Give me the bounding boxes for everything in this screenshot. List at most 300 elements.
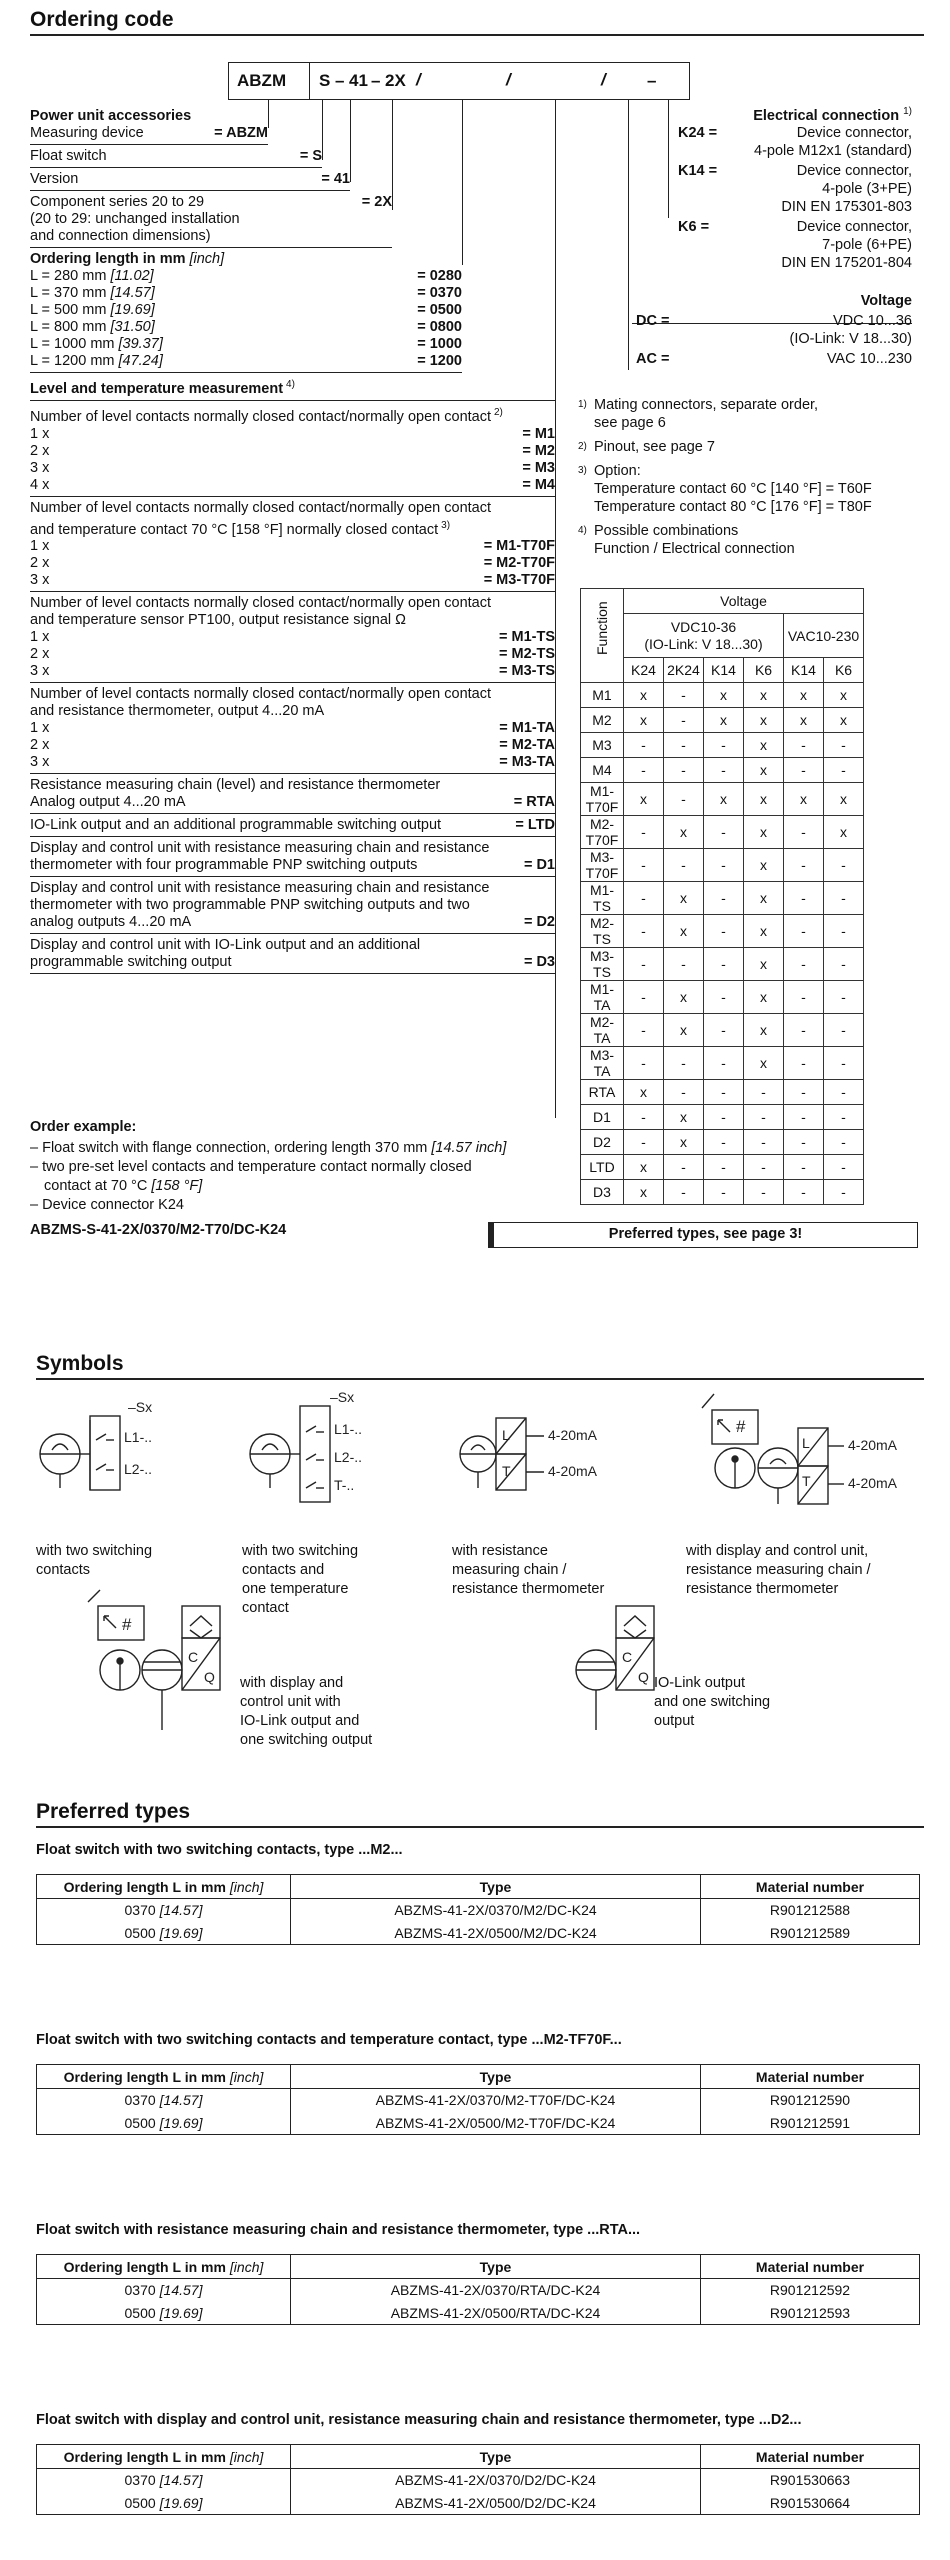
header-type: Type (291, 2255, 701, 2279)
ordering-row-label (30, 686, 491, 703)
code-dash1: – (335, 71, 345, 90)
ordering-row-text: Number of level contacts normally closed contact/normally open contact (30, 499, 491, 516)
ordering-row (30, 857, 555, 874)
matrix-cell: - (664, 708, 704, 733)
matrix-col-header: K14 (784, 658, 824, 683)
matrix-cell: - (784, 733, 824, 758)
ordering-row (30, 353, 462, 370)
matrix-cell: - (664, 1047, 704, 1080)
matrix-cell: - (664, 1155, 704, 1180)
ordering-row-code: = 0500 (417, 302, 462, 318)
ordering-row (30, 285, 462, 302)
matrix-cell: - (744, 1155, 784, 1180)
matrix-cell: x (744, 1047, 784, 1080)
ordering-row-code: = 1200 (417, 353, 462, 369)
matrix-cell: - (704, 733, 744, 758)
matrix-row-label: M2-TS (581, 915, 624, 948)
header-length (37, 2065, 291, 2089)
ordering-row-inch: [19.69] (110, 302, 155, 318)
ordering-row-text: 1 x (30, 720, 50, 737)
ordering-row-code: = M3-TS (499, 663, 555, 680)
ordering-sections (30, 105, 555, 974)
header-length-inch: [inch] (229, 2068, 264, 2085)
length-mm: 0500 (124, 1924, 156, 1941)
matrix-cell: x (704, 783, 744, 816)
ordering-section (30, 145, 322, 168)
ordering-row-label (30, 125, 144, 142)
ordering-row (30, 646, 555, 663)
ordering-row-text: L = 1200 mm (30, 353, 115, 369)
ordering-row-label (30, 857, 417, 874)
voltage-title: Voltage (860, 293, 912, 309)
order-example-title: Order example: (30, 1119, 137, 1135)
length-inch: [14.57] (159, 1902, 203, 1919)
ordering-row (30, 794, 555, 811)
ordering-row-code: = RTA (513, 794, 555, 811)
ordering-row-label (30, 517, 450, 539)
symbol-caption-line: output (654, 1713, 695, 1729)
matrix-row-label: M3-TA (581, 1047, 624, 1080)
matrix-cell: - (624, 1047, 664, 1080)
length-inch: [19.69] (159, 2494, 203, 2511)
symbol-caption-line: IO-Link output and (240, 1713, 360, 1729)
footnote-body (594, 396, 818, 432)
material-number-cell: R901530664 (701, 2492, 920, 2515)
matrix-row-label: M1-T70F (581, 783, 624, 816)
symbol-caption-line: control unit with (240, 1694, 341, 1710)
matrix-cell: - (704, 758, 744, 783)
matrix-cell: - (824, 1105, 864, 1130)
footnote-body (594, 438, 715, 456)
ordering-row-text: 4 x (30, 476, 50, 493)
sym2-t: T-.. (334, 1477, 355, 1493)
header-length-text: Ordering length L in mm (63, 2448, 226, 2465)
ordering-row-code: = 0370 (417, 285, 462, 301)
code-slash1: / (416, 70, 421, 89)
ordering-row-label (30, 426, 49, 443)
ordering-row-label (30, 376, 295, 398)
matrix-row (581, 733, 864, 758)
combination-matrix (580, 588, 864, 1205)
ordering-row-inch: [31.50] (110, 319, 155, 335)
ordering-row-label (30, 460, 49, 477)
ordering-row (30, 629, 555, 646)
ordering-row-label (30, 817, 441, 834)
line-voltage (628, 100, 629, 370)
code-item-line: Device connector, (796, 219, 912, 235)
matrix-cell: - (784, 981, 824, 1014)
matrix-cell: x (624, 683, 664, 708)
symbol-caption-line: resistance thermometer (452, 1581, 605, 1597)
symbol-caption-line: with display and control unit, (686, 1543, 869, 1559)
matrix-cell: - (624, 733, 664, 758)
ordering-row-text: and temperature contact 70 °C [158 °F] normally closed contact (30, 521, 439, 538)
matrix-cell: - (624, 882, 664, 915)
ordering-row (30, 538, 555, 555)
matrix-cell: x (624, 783, 664, 816)
symbol-caption-line: with two switching (36, 1543, 153, 1559)
matrix-cell: - (824, 981, 864, 1014)
ordering-row-label (30, 914, 191, 931)
matrix-cell: - (784, 758, 824, 783)
ordering-row-text: L = 500 mm (30, 302, 107, 318)
ordering-row (30, 572, 555, 589)
ordering-row-label (30, 194, 204, 211)
ordering-code-title: Ordering code (30, 8, 174, 31)
header-length-inch: [inch] (229, 2448, 264, 2465)
header-length-text: Ordering length L in mm (63, 2068, 226, 2085)
ordering-row (30, 376, 555, 398)
preferred-table (36, 2254, 920, 2325)
matrix-cell: x (824, 816, 864, 849)
ordering-row (30, 228, 392, 245)
line-function (555, 100, 556, 1118)
matrix-cell: - (704, 1105, 744, 1130)
matrix-row-label: M3 (581, 733, 624, 758)
ordering-row-label (30, 572, 49, 589)
material-number-cell: R901212589 (701, 1922, 920, 1945)
sym3-t: T (502, 1463, 511, 1479)
matrix-row-label: D3 (581, 1180, 624, 1205)
material-number-cell: R901212591 (701, 2112, 920, 2135)
ordering-row-text: Analog output 4...20 mA (30, 794, 186, 811)
ordering-row-text: IO-Link output and an additional programmable switching output (30, 817, 442, 834)
order-example-inch: [14.57 inch] (431, 1140, 507, 1156)
matrix-cell: - (664, 758, 704, 783)
footnote-body (594, 522, 795, 558)
ordering-row (30, 663, 555, 680)
preferred-table (36, 2064, 920, 2135)
ordering-row-code: = 0800 (417, 319, 462, 335)
length-mm: 0370 (124, 1902, 156, 1919)
matrix-cell: - (664, 1180, 704, 1205)
ordering-row-inch: [47.24] (118, 353, 163, 369)
ordering-row-text: 3 x (30, 663, 50, 680)
symbol-caption-line: IO-Link output (654, 1675, 746, 1691)
matrix-cell: - (824, 948, 864, 981)
matrix-cell: - (784, 882, 824, 915)
matrix-row-label: LTD (581, 1155, 624, 1180)
ordering-row (30, 720, 555, 737)
preferred-table-block (36, 1842, 920, 1945)
length-mm: 0370 (124, 2282, 156, 2299)
type-cell: ABZMS-41-2X/0370/M2/DC-K24 (291, 1899, 701, 1922)
ordering-row-text: Display and control unit with IO-Link output and an additional (30, 937, 421, 954)
matrix-row-label: D2 (581, 1130, 624, 1155)
matrix-cell: - (704, 816, 744, 849)
symbol-caption-4 (686, 1542, 926, 1599)
type-cell: ABZMS-41-2X/0500/RTA/DC-K24 (291, 2302, 701, 2325)
matrix-cell: x (744, 708, 784, 733)
matrix-cell: x (744, 783, 784, 816)
ordering-row-code: = M3-T70F (483, 572, 555, 589)
ordering-row-text: Number of level contacts normally closed contact/normally open contact (30, 686, 491, 703)
matrix-cell: - (784, 1180, 824, 1205)
ordering-row-inch: [39.37] (118, 336, 163, 352)
matrix-cell: x (624, 1180, 664, 1205)
sym4-t: T (802, 1473, 811, 1489)
code-abzm: ABZM (237, 71, 287, 90)
ordering-row-text: 1 x (30, 425, 50, 442)
matrix-cell: x (744, 683, 784, 708)
footnote-number: 2) (578, 441, 587, 452)
footnote-line: Function / Electrical connection (594, 541, 795, 557)
ordering-row (30, 686, 555, 703)
ordering-section (30, 191, 392, 248)
matrix-row (581, 948, 864, 981)
ordering-row-code: = LTD (515, 817, 555, 834)
footnote-line: see page 6 (594, 415, 666, 431)
ordering-row-code: = M1-TS (499, 629, 555, 646)
length-inch: [19.69] (159, 2114, 203, 2131)
ordering-row (30, 460, 555, 477)
ordering-row (30, 703, 555, 720)
type-cell: ABZMS-41-2X/0500/D2/DC-K24 (291, 2492, 701, 2515)
order-example-line-3: contact at 70 °C (44, 1178, 148, 1194)
matrix-row (581, 1047, 864, 1080)
table-row (37, 2302, 920, 2325)
length-inch: [14.57] (159, 2282, 203, 2299)
table-row (37, 1922, 920, 1945)
preferred-table-title: Float switch with two switching contacts, type ...M2... (36, 1842, 403, 1858)
footnote-line: Pinout, see page 7 (594, 439, 715, 455)
ordering-row-code: = 0280 (417, 268, 462, 284)
ordering-row (30, 148, 322, 165)
sym4-ma1: 4-20mA (848, 1437, 898, 1453)
matrix-row (581, 981, 864, 1014)
matrix-cell: - (784, 1047, 824, 1080)
symbol-caption-5 (240, 1674, 440, 1750)
code-item-key: K6 = (678, 219, 710, 235)
matrix-col-header: K6 (824, 658, 864, 683)
ordering-row-label (30, 500, 491, 517)
matrix-cell: - (784, 948, 824, 981)
matrix-cell: - (704, 981, 744, 1014)
ordering-row-code: = M1-TA (499, 720, 555, 737)
code-2x: 2X (385, 71, 406, 90)
matrix-cell: - (624, 758, 664, 783)
matrix-col-header: K24 (624, 658, 664, 683)
matrix-vdc-sub: (IO-Link: V 18...30) (644, 635, 763, 652)
ordering-row-code: = M1-T70F (483, 538, 555, 555)
type-cell: ABZMS-41-2X/0370/M2-T70F/DC-K24 (291, 2089, 701, 2112)
ordering-row (30, 426, 555, 443)
matrix-cell: - (624, 915, 664, 948)
code-item-line: Device connector, (796, 163, 912, 179)
ordering-row-code: = ABZM (214, 125, 268, 141)
length-inch: [19.69] (159, 2304, 203, 2321)
matrix-row (581, 683, 864, 708)
sym3-ma1: 4-20mA (548, 1427, 598, 1443)
length-mm: 0370 (124, 2092, 156, 2109)
sym3-l: L (502, 1427, 510, 1443)
matrix-cell: - (744, 1130, 784, 1155)
ordering-row (30, 840, 555, 857)
ordering-row-code: = D1 (523, 857, 555, 874)
header-type: Type (291, 1875, 701, 1899)
preferred-table (36, 2444, 920, 2515)
ordering-row-code: = M4 (522, 476, 555, 493)
ordering-row-text: Level and temperature measurement (30, 380, 284, 397)
symbol-caption-line: contacts and (242, 1562, 325, 1578)
sym2-l1: L1-.. (334, 1421, 363, 1437)
code-s: S (319, 71, 331, 90)
matrix-cell: - (784, 849, 824, 882)
code-item (636, 350, 912, 368)
matrix-cell: - (824, 758, 864, 783)
matrix-row (581, 708, 864, 733)
electrical-items (678, 124, 912, 274)
ordering-section (30, 105, 268, 145)
code-slash3: / (601, 70, 606, 89)
code-item-key: DC = (636, 313, 670, 329)
ordering-row-text: L = 370 mm (30, 285, 107, 301)
sym3-ma2: 4-20mA (548, 1463, 598, 1479)
matrix-row (581, 915, 864, 948)
ordering-row-label (30, 794, 186, 811)
material-number-cell: R901212593 (701, 2302, 920, 2325)
type-cell: ABZMS-41-2X/0370/RTA/DC-K24 (291, 2279, 701, 2302)
ordering-row-text: thermometer with four programmable PNP switching outputs (30, 857, 418, 874)
type-cell: ABZMS-41-2X/0500/M2/DC-K24 (291, 1922, 701, 1945)
preferred-table-block (36, 2032, 920, 2135)
code-item-line: 4-pole M12x1 (standard) (754, 143, 912, 159)
sym4-hash: # (736, 1417, 746, 1436)
ordering-code-box (228, 62, 690, 100)
matrix-row-label: M1-TS (581, 882, 624, 915)
ordering-row-text: Component series 20 to 29 (30, 194, 205, 210)
ordering-row-text: and temperature sensor PT100, output resistance signal Ω (30, 612, 406, 629)
matrix-cell: - (784, 1105, 824, 1130)
matrix-cell: - (824, 1014, 864, 1047)
ordering-row-text: Resistance measuring chain (level) and resistance thermometer (30, 777, 441, 794)
ordering-row-code: = 2X (361, 194, 392, 210)
symbol-caption-line: one switching output (240, 1732, 373, 1748)
symbol-two-contacts-temp (250, 1406, 330, 1502)
ordering-row-label (30, 840, 489, 857)
symbol-caption-line: with display and (240, 1675, 344, 1691)
ordering-section (30, 248, 462, 373)
code-dash2: – (371, 71, 381, 90)
header-length (37, 1875, 291, 1899)
ordering-row-text: Display and control unit with resistance measuring chain and resistance (30, 880, 490, 897)
matrix-cell: - (664, 783, 704, 816)
electrical-connection (680, 103, 912, 125)
matrix-cell: x (784, 708, 824, 733)
footnote (578, 438, 918, 456)
ordering-row-label (30, 336, 163, 353)
matrix-cell: - (704, 1180, 744, 1205)
footnote-number: 3) (578, 465, 587, 476)
ordering-section (30, 934, 555, 974)
code-item-line: 7-pole (6+PE) (822, 237, 912, 253)
matrix-row (581, 783, 864, 816)
code-item-key: K24 = (678, 125, 718, 141)
preferred-rule (36, 1826, 924, 1828)
ordering-row (30, 194, 392, 211)
matrix-cell: x (744, 948, 784, 981)
header-length (37, 2255, 291, 2279)
symbol-caption-line: and one switching (654, 1694, 771, 1710)
code-item-desc (827, 350, 912, 368)
table-row (37, 2492, 920, 2515)
symbol-two-contacts (40, 1416, 120, 1490)
ordering-row-text: 1 x (30, 538, 50, 555)
material-number-cell: R901212590 (701, 2089, 920, 2112)
matrix-cell: x (744, 915, 784, 948)
ordering-row (30, 777, 555, 794)
ordering-row-label (30, 228, 211, 245)
ordering-section (30, 373, 555, 401)
code-dash3: – (647, 71, 657, 90)
matrix-cell: x (664, 816, 704, 849)
sym1-sx: –Sx (128, 1399, 153, 1415)
matrix-col-header: 2K24 (664, 658, 704, 683)
matrix-cell: - (824, 733, 864, 758)
code-item (678, 218, 912, 272)
matrix-row-label: M1-TA (581, 981, 624, 1014)
ordering-section (30, 814, 555, 837)
matrix-vdc-label: VDC10-36 (670, 618, 737, 635)
ordering-row-label (30, 319, 155, 336)
length-cell (37, 2469, 291, 2492)
ordering-row-text: 1 x (30, 629, 50, 646)
matrix-cell: x (664, 915, 704, 948)
matrix-cell: - (744, 1180, 784, 1205)
matrix-row (581, 1080, 864, 1105)
ordering-row (30, 595, 555, 612)
ordering-row (30, 954, 555, 971)
footnote-number: 4) (578, 525, 587, 536)
matrix-cell: - (784, 1130, 824, 1155)
code-item-line: DIN EN 175301-803 (781, 199, 912, 215)
table-row (37, 2469, 920, 2492)
code-sep (309, 63, 310, 99)
ordering-row-code: = M2 (522, 442, 555, 459)
ordering-row-label (30, 737, 49, 754)
header-length (37, 2445, 291, 2469)
ordering-row-label (30, 595, 491, 612)
sym5-c: C (188, 1649, 199, 1665)
ordering-row-text: Display and control unit with resistance measuring chain and resistance (30, 840, 490, 857)
code-item-line: Device connector, (796, 125, 912, 141)
matrix-cell: - (704, 915, 744, 948)
ordering-row-text: programmable switching output (30, 954, 232, 971)
order-example-f: [158 °F] (151, 1178, 203, 1194)
matrix-cell: x (704, 708, 744, 733)
code-item (678, 162, 912, 216)
matrix-vac-header: VAC10-230 (784, 614, 864, 658)
ordering-row-text: Measuring device (30, 125, 144, 141)
footnote-line: Possible combinations (594, 523, 739, 539)
type-cell: ABZMS-41-2X/0370/D2/DC-K24 (291, 2469, 701, 2492)
matrix-row-label: M3-TS (581, 948, 624, 981)
ordering-row-inch: [inch] (189, 251, 225, 267)
symbol-caption-line: with resistance (452, 1543, 548, 1559)
length-mm: 0500 (124, 2494, 156, 2511)
ordering-row (30, 500, 555, 517)
table-row (37, 2279, 920, 2302)
ordering-row-text: Ordering length in mm (30, 251, 186, 267)
ordering-row-label (30, 404, 503, 426)
header-type: Type (291, 2445, 701, 2469)
code-item-desc (790, 312, 913, 348)
matrix-cell: x (704, 683, 744, 708)
matrix-function-label: Function (594, 600, 610, 655)
ordering-section (30, 683, 555, 774)
length-mm: 0500 (124, 2304, 156, 2321)
matrix-cell: - (624, 1130, 664, 1155)
